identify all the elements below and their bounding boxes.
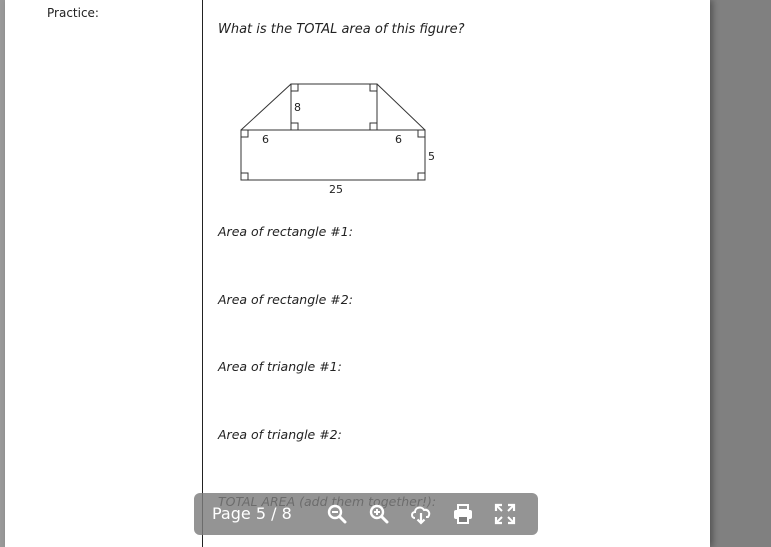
right-angle-mark — [418, 130, 425, 137]
left-triangle-hypotenuse — [241, 84, 291, 130]
right-triangle-hypotenuse — [377, 84, 425, 130]
viewer-toolbar — [194, 493, 538, 535]
right-angle-mark — [418, 173, 425, 180]
right-angle-mark — [241, 130, 248, 137]
right-angle-mark — [370, 84, 377, 91]
right-angle-mark — [291, 123, 298, 130]
download-icon — [409, 502, 433, 526]
print-button[interactable] — [451, 502, 475, 526]
zoom-in-icon — [367, 502, 391, 526]
zoom-out-icon — [325, 502, 349, 526]
prompt-rectangle-2: Area of rectangle #2: — [218, 292, 353, 307]
right-angle-mark — [370, 123, 377, 130]
page-indicator: Page 5 / 8 — [212, 504, 292, 523]
download-button[interactable] — [409, 502, 433, 526]
right-angle-mark — [291, 84, 298, 91]
label-bottom: 25 — [329, 183, 343, 196]
top-rectangle — [291, 84, 377, 130]
prompt-triangle-1: Area of triangle #1: — [218, 359, 342, 374]
prompt-rectangle-1: Area of rectangle #1: — [218, 224, 353, 239]
label-right-side: 5 — [428, 150, 435, 163]
label-height-top: 8 — [294, 101, 301, 114]
right-angle-mark — [241, 173, 248, 180]
prompt-triangle-2: Area of triangle #2: — [218, 427, 342, 442]
fullscreen-icon — [493, 502, 517, 526]
zoom-in-button[interactable] — [367, 502, 391, 526]
fullscreen-button[interactable] — [493, 502, 517, 526]
document-page — [5, 0, 710, 547]
label-left-base: 6 — [262, 133, 269, 146]
column-divider — [202, 0, 203, 547]
question-text: What is the TOTAL area of this figure? — [218, 22, 465, 37]
label-right-base: 6 — [395, 133, 402, 146]
trapezoid-figure — [233, 78, 443, 198]
practice-label: Practice: — [47, 6, 99, 20]
zoom-out-button[interactable] — [325, 502, 349, 526]
print-icon — [451, 502, 475, 526]
